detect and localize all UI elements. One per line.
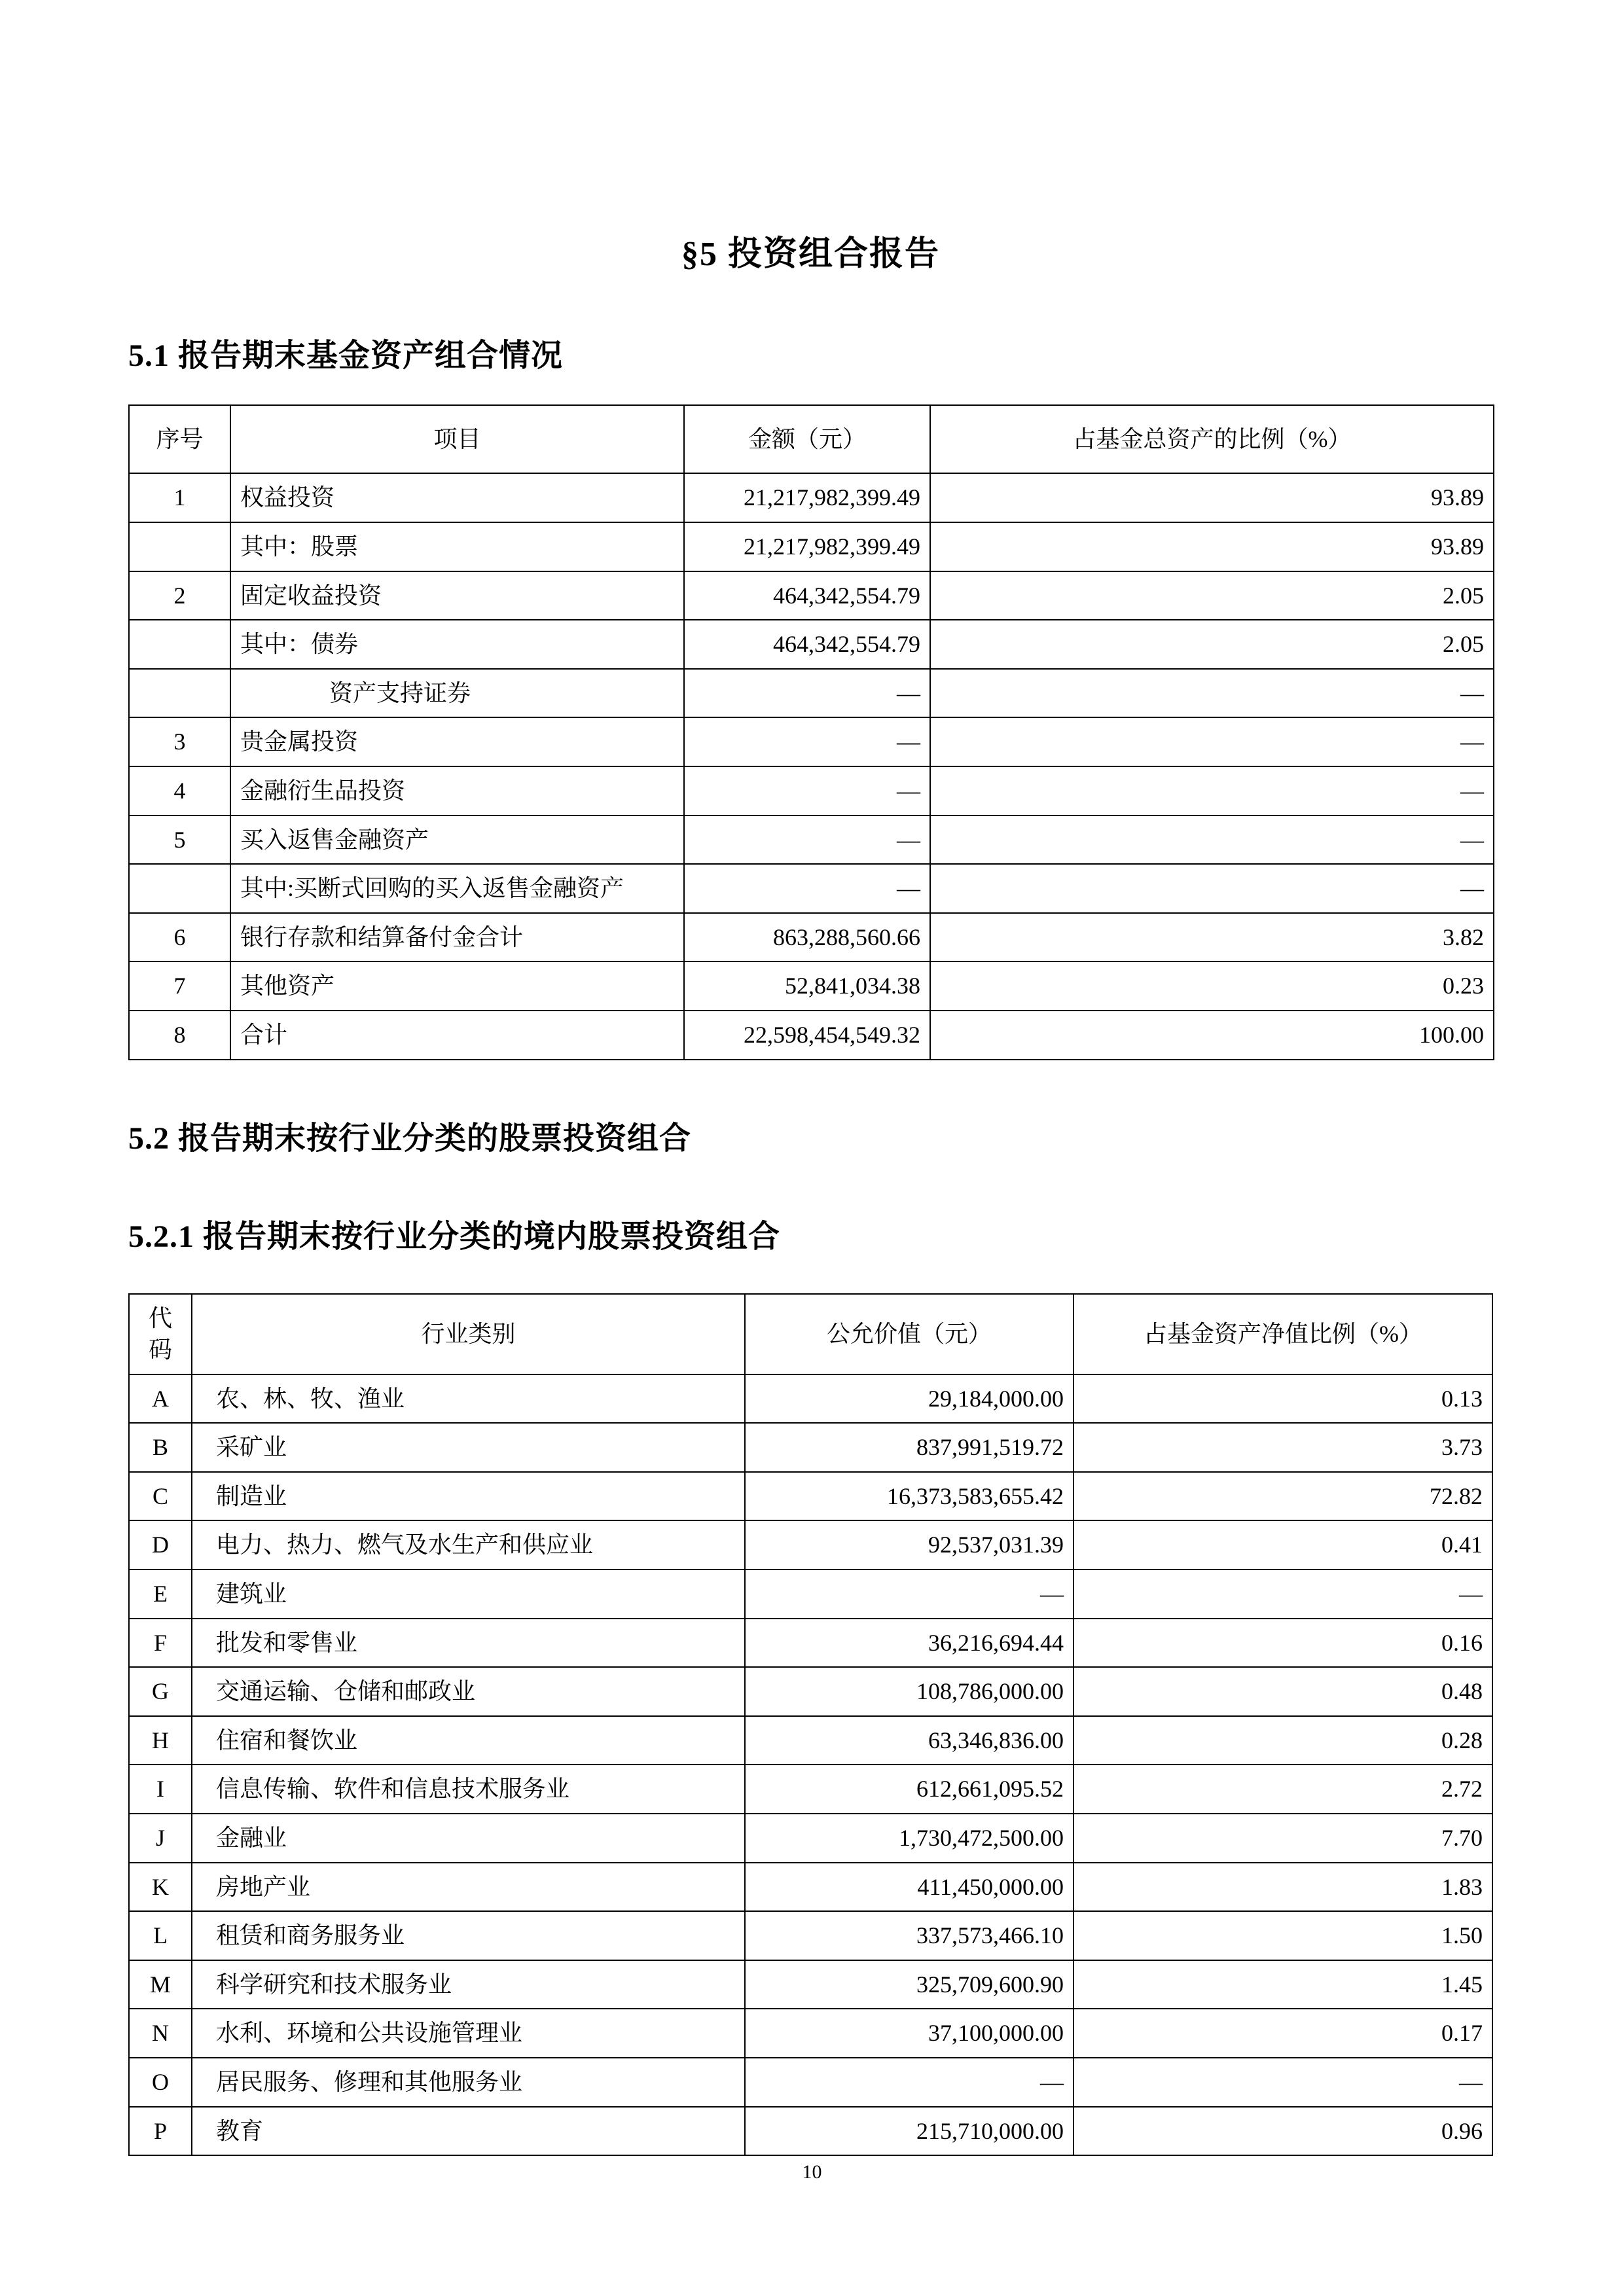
table-row bbox=[129, 1765, 1492, 1814]
column-header-category: 行业类别 bbox=[192, 1294, 745, 1374]
cell-fair-value: 1,730,472,500.00 bbox=[745, 1814, 1074, 1863]
cell-fair-value: 37,100,000.00 bbox=[745, 2009, 1074, 2058]
cell-fair-value: 612,661,095.52 bbox=[745, 1765, 1074, 1814]
table-row bbox=[129, 2107, 1492, 2156]
table-row bbox=[129, 669, 1494, 718]
cell-ratio: — bbox=[930, 864, 1494, 913]
cell-code: A bbox=[129, 1374, 192, 1424]
cell-amount: — bbox=[684, 766, 930, 816]
cell-item: 其中:买断式回购的买入返售金融资产 bbox=[230, 864, 684, 913]
cell-ratio: 2.05 bbox=[930, 571, 1494, 620]
table-row bbox=[129, 473, 1494, 522]
cell-item: 合计 bbox=[230, 1011, 684, 1060]
table-row bbox=[129, 1374, 1492, 1424]
page-title: §5 投资组合报告 bbox=[681, 236, 940, 273]
cell-ratio: — bbox=[930, 669, 1494, 718]
table-row bbox=[129, 2009, 1492, 2058]
section-heading-5-1: 5.1 报告期末基金资产组合情况 bbox=[128, 338, 564, 374]
cell-ratio: — bbox=[1074, 1570, 1492, 1619]
section-heading-5-2-1: 5.2.1 报告期末按行业分类的境内股票投资组合 bbox=[128, 1219, 781, 1254]
cell-no: 4 bbox=[129, 766, 230, 816]
cell-ratio: 0.17 bbox=[1074, 2009, 1492, 2058]
cell-code: I bbox=[129, 1765, 192, 1814]
cell-amount: — bbox=[684, 864, 930, 913]
cell-item: 其中：债券 bbox=[230, 620, 684, 669]
asset-composition-table bbox=[128, 404, 1494, 1060]
cell-no: 8 bbox=[129, 1011, 230, 1060]
cell-ratio: 3.73 bbox=[1074, 1423, 1492, 1472]
cell-code: H bbox=[129, 1716, 192, 1765]
cell-ratio: 0.28 bbox=[1074, 1716, 1492, 1765]
cell-code: J bbox=[129, 1814, 192, 1863]
cell-amount: 863,288,560.66 bbox=[684, 913, 930, 962]
cell-ratio: 100.00 bbox=[930, 1011, 1494, 1060]
table-row bbox=[129, 766, 1494, 816]
cell-category: 批发和零售业 bbox=[192, 1619, 745, 1668]
cell-fair-value: — bbox=[745, 2058, 1074, 2107]
cell-code: P bbox=[129, 2107, 192, 2156]
cell-ratio: — bbox=[930, 717, 1494, 766]
cell-ratio: — bbox=[930, 816, 1494, 865]
table-row bbox=[129, 1716, 1492, 1765]
column-header-amount: 金额（元） bbox=[684, 405, 930, 473]
table-row bbox=[129, 2058, 1492, 2107]
cell-category: 房地产业 bbox=[192, 1863, 745, 1912]
cell-code: B bbox=[129, 1423, 192, 1472]
cell-ratio: 0.13 bbox=[1074, 1374, 1492, 1424]
table-header-row bbox=[129, 405, 1494, 473]
cell-amount: 464,342,554.79 bbox=[684, 571, 930, 620]
table-row bbox=[129, 620, 1494, 669]
cell-code: F bbox=[129, 1619, 192, 1668]
cell-item: 其他资产 bbox=[230, 961, 684, 1011]
cell-category: 居民服务、修理和其他服务业 bbox=[192, 2058, 745, 2107]
cell-ratio: 7.70 bbox=[1074, 1814, 1492, 1863]
cell-fair-value: — bbox=[745, 1570, 1074, 1619]
cell-ratio: 0.41 bbox=[1074, 1520, 1492, 1570]
cell-no: 7 bbox=[129, 961, 230, 1011]
page-number: 10 bbox=[802, 2161, 822, 2183]
page-content bbox=[128, 0, 1493, 2156]
cell-no bbox=[129, 669, 230, 718]
table-row bbox=[129, 1472, 1492, 1521]
cell-ratio: — bbox=[930, 766, 1494, 816]
table-row bbox=[129, 1911, 1492, 1960]
cell-ratio: 3.82 bbox=[930, 913, 1494, 962]
cell-fair-value: 837,991,519.72 bbox=[745, 1423, 1074, 1472]
cell-fair-value: 411,450,000.00 bbox=[745, 1863, 1074, 1912]
cell-ratio: 0.16 bbox=[1074, 1619, 1492, 1668]
column-header-ratio: 占基金资产净值比例（%） bbox=[1074, 1294, 1492, 1374]
cell-ratio: 0.48 bbox=[1074, 1667, 1492, 1716]
cell-category: 电力、热力、燃气及水生产和供应业 bbox=[192, 1520, 745, 1570]
cell-category: 科学研究和技术服务业 bbox=[192, 1960, 745, 2009]
cell-amount: — bbox=[684, 717, 930, 766]
table-row bbox=[129, 913, 1494, 962]
cell-category: 金融业 bbox=[192, 1814, 745, 1863]
table-row bbox=[129, 961, 1494, 1011]
table-row bbox=[129, 522, 1494, 571]
cell-category: 教育 bbox=[192, 2107, 745, 2156]
cell-fair-value: 215,710,000.00 bbox=[745, 2107, 1074, 2156]
cell-ratio: 72.82 bbox=[1074, 1472, 1492, 1521]
cell-ratio: 2.72 bbox=[1074, 1765, 1492, 1814]
cell-fair-value: 108,786,000.00 bbox=[745, 1667, 1074, 1716]
table-row bbox=[129, 816, 1494, 865]
cell-ratio: 93.89 bbox=[930, 473, 1494, 522]
cell-code: E bbox=[129, 1570, 192, 1619]
cell-ratio: 1.83 bbox=[1074, 1863, 1492, 1912]
table-row bbox=[129, 864, 1494, 913]
table-header-row bbox=[129, 1294, 1492, 1374]
cell-item: 权益投资 bbox=[230, 473, 684, 522]
cell-amount: 21,217,982,399.49 bbox=[684, 473, 930, 522]
cell-category: 租赁和商务服务业 bbox=[192, 1911, 745, 1960]
cell-code: O bbox=[129, 2058, 192, 2107]
cell-item: 银行存款和结算备付金合计 bbox=[230, 913, 684, 962]
cell-no: 5 bbox=[129, 816, 230, 865]
cell-amount: — bbox=[684, 669, 930, 718]
cell-code: D bbox=[129, 1520, 192, 1570]
cell-fair-value: 29,184,000.00 bbox=[745, 1374, 1074, 1424]
cell-no bbox=[129, 620, 230, 669]
cell-ratio: 1.45 bbox=[1074, 1960, 1492, 2009]
column-header-no: 序号 bbox=[129, 405, 230, 473]
cell-category: 水利、环境和公共设施管理业 bbox=[192, 2009, 745, 2058]
cell-ratio: 0.96 bbox=[1074, 2107, 1492, 2156]
cell-fair-value: 325,709,600.90 bbox=[745, 1960, 1074, 2009]
cell-fair-value: 36,216,694.44 bbox=[745, 1619, 1074, 1668]
cell-item: 贵金属投资 bbox=[230, 717, 684, 766]
cell-category: 信息传输、软件和信息技术服务业 bbox=[192, 1765, 745, 1814]
table-row bbox=[129, 1570, 1492, 1619]
cell-code: M bbox=[129, 1960, 192, 2009]
cell-amount: 52,841,034.38 bbox=[684, 961, 930, 1011]
cell-item: 金融衍生品投资 bbox=[230, 766, 684, 816]
cell-ratio: 1.50 bbox=[1074, 1911, 1492, 1960]
industry-composition-table bbox=[128, 1293, 1493, 2157]
cell-code: N bbox=[129, 2009, 192, 2058]
cell-category: 制造业 bbox=[192, 1472, 745, 1521]
cell-code: G bbox=[129, 1667, 192, 1716]
table-row bbox=[129, 1667, 1492, 1716]
section-heading-5-2: 5.2 报告期末按行业分类的股票投资组合 bbox=[128, 1121, 692, 1156]
cell-item: 买入返售金融资产 bbox=[230, 816, 684, 865]
cell-amount: 21,217,982,399.49 bbox=[684, 522, 930, 571]
cell-no: 6 bbox=[129, 913, 230, 962]
cell-code: K bbox=[129, 1863, 192, 1912]
cell-category: 农、林、牧、渔业 bbox=[192, 1374, 745, 1424]
cell-code: L bbox=[129, 1911, 192, 1960]
cell-item: 资产支持证券 bbox=[230, 669, 684, 718]
table-row bbox=[129, 1863, 1492, 1912]
cell-category: 采矿业 bbox=[192, 1423, 745, 1472]
table-row bbox=[129, 1814, 1492, 1863]
table-row bbox=[129, 1011, 1494, 1060]
cell-no: 1 bbox=[129, 473, 230, 522]
column-header-fair-value: 公允价值（元） bbox=[745, 1294, 1074, 1374]
cell-fair-value: 92,537,031.39 bbox=[745, 1520, 1074, 1570]
cell-ratio: 93.89 bbox=[930, 522, 1494, 571]
cell-fair-value: 63,346,836.00 bbox=[745, 1716, 1074, 1765]
cell-category: 交通运输、仓储和邮政业 bbox=[192, 1667, 745, 1716]
cell-amount: — bbox=[684, 816, 930, 865]
cell-item: 其中：股票 bbox=[230, 522, 684, 571]
cell-no bbox=[129, 864, 230, 913]
cell-item: 固定收益投资 bbox=[230, 571, 684, 620]
column-header-code: 代码 bbox=[129, 1294, 192, 1374]
cell-no bbox=[129, 522, 230, 571]
column-header-ratio: 占基金总资产的比例（%） bbox=[930, 405, 1494, 473]
cell-fair-value: 16,373,583,655.42 bbox=[745, 1472, 1074, 1521]
cell-ratio: 2.05 bbox=[930, 620, 1494, 669]
cell-amount: 22,598,454,549.32 bbox=[684, 1011, 930, 1060]
cell-ratio: — bbox=[1074, 2058, 1492, 2107]
cell-no: 3 bbox=[129, 717, 230, 766]
cell-fair-value: 337,573,466.10 bbox=[745, 1911, 1074, 1960]
table-row bbox=[129, 1423, 1492, 1472]
table-row bbox=[129, 1960, 1492, 2009]
cell-category: 住宿和餐饮业 bbox=[192, 1716, 745, 1765]
cell-no: 2 bbox=[129, 571, 230, 620]
table-row bbox=[129, 1619, 1492, 1668]
cell-amount: 464,342,554.79 bbox=[684, 620, 930, 669]
cell-ratio: 0.23 bbox=[930, 961, 1494, 1011]
table-row bbox=[129, 571, 1494, 620]
table-row bbox=[129, 1520, 1492, 1570]
cell-code: C bbox=[129, 1472, 192, 1521]
cell-category: 建筑业 bbox=[192, 1570, 745, 1619]
column-header-item: 项目 bbox=[230, 405, 684, 473]
table-row bbox=[129, 717, 1494, 766]
